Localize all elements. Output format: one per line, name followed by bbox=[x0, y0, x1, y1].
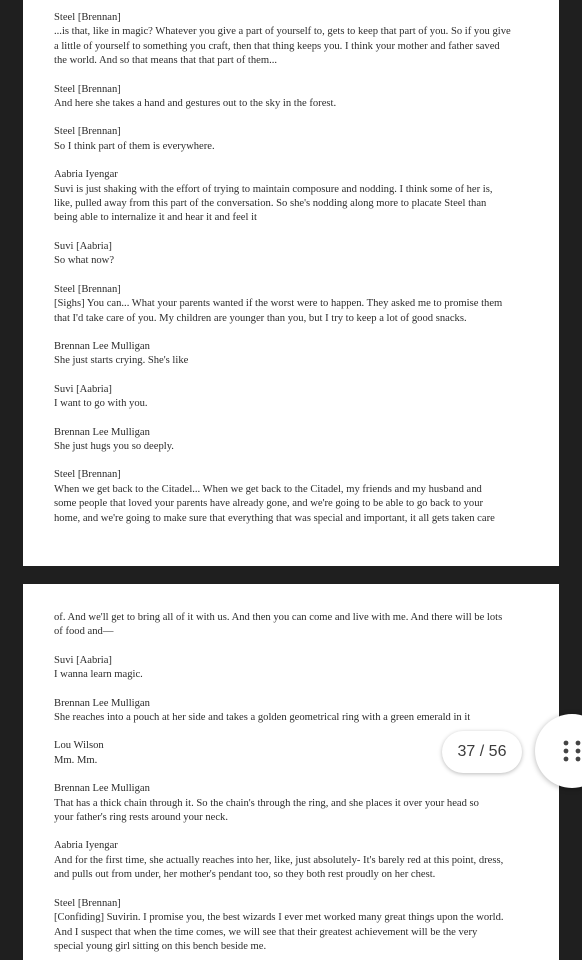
speaker-name: Brennan Lee Mulligan bbox=[54, 783, 150, 795]
transcript-entry bbox=[54, 654, 533, 683]
dialogue-line: of. And we'll get to bring all of it with us. And then you can come and live with me. And there will be lots bbox=[54, 612, 503, 623]
transcript-entry bbox=[54, 697, 533, 726]
transcript-entry bbox=[54, 426, 533, 455]
dialogue-line: So what now? bbox=[54, 255, 115, 267]
dialogue-line: She just starts crying. She's like bbox=[54, 355, 189, 367]
speaker-name: Steel [Brennan] bbox=[54, 126, 121, 138]
speaker-name: Suvi [Aabria] bbox=[54, 654, 112, 666]
dialogue-line: I wanna learn magic. bbox=[54, 669, 143, 681]
transcript-entry bbox=[54, 782, 533, 825]
speaker-name: Brennan Lee Mulligan bbox=[54, 340, 150, 352]
dialogue-line: ...is that, like in magic? Whatever you give a part of yourself to, gets to keep that part of you. So if you give bbox=[54, 26, 511, 38]
transcript-entry bbox=[54, 168, 533, 226]
transcript-entry bbox=[54, 611, 533, 640]
dialogue-line: that I'd take care of you. My children are younger than you, but I try to keep a lot of good snacks. bbox=[54, 312, 467, 324]
speaker-name: Steel [Brennan] bbox=[54, 897, 121, 909]
dialogue-line: home, and we're going to make sure that everything that was special and important, it all gets taken care bbox=[54, 512, 495, 524]
dialogue-line: Suvi is just shaking with the effort of trying to maintain composure and nodding. I think some of her is, bbox=[54, 183, 493, 195]
speaker-name: Aabria Iyengar bbox=[54, 169, 118, 181]
grid-dots-icon bbox=[563, 740, 581, 762]
dialogue-line: some people that loved your parents have already gone, and we're going to be able to go back to your bbox=[54, 498, 484, 510]
transcript-entry bbox=[54, 240, 533, 269]
dialogue-line: your father's ring rests around your neck. bbox=[54, 812, 229, 824]
transcript-entry bbox=[54, 125, 533, 154]
speaker-name: Suvi [Aabria] bbox=[54, 240, 112, 252]
speaker-name: Steel [Brennan] bbox=[54, 12, 121, 23]
dialogue-line: Mm. Mm. bbox=[54, 754, 98, 766]
transcript-entry bbox=[54, 83, 533, 112]
dialogue-line: special young girl sitting on this bench beside me. bbox=[54, 940, 267, 952]
transcript-entry bbox=[54, 11, 533, 69]
page-counter bbox=[442, 731, 522, 773]
speaker-name: Suvi [Aabria] bbox=[54, 383, 112, 395]
speaker-name: Brennan Lee Mulligan bbox=[54, 697, 150, 709]
dialogue-line: [Confiding] Suvirin. I promise you, the best wizards I ever met worked many great things upon the world. bbox=[54, 912, 504, 924]
dialogue-line: [Sighs] You can... What your parents wanted if the worst were to happen. They asked me to promise them bbox=[54, 298, 503, 310]
dialogue-line: She just hugs you so deeply. bbox=[54, 440, 174, 452]
dialogue-line: And I suspect that when the time comes, we will see that their greatest achievement will be the very bbox=[54, 926, 478, 938]
speaker-name: Lou Wilson bbox=[54, 740, 104, 752]
dialogue-line: and pulls out from under, her mother's pendant too, so they both rest proudly on her chest. bbox=[54, 869, 436, 881]
transcript-entry bbox=[54, 340, 533, 369]
transcript-entry bbox=[54, 283, 533, 326]
dialogue-line: When we get back to the Citadel... When we get back to the Citadel, my friends and my husband and bbox=[54, 483, 482, 495]
speaker-name: Brennan Lee Mulligan bbox=[54, 426, 150, 438]
dialogue-line: the world. And so that means that that part of them... bbox=[54, 55, 278, 67]
page-counter-label: 37 / 56 bbox=[457, 743, 507, 760]
transcript-entry bbox=[54, 468, 533, 526]
dialogue-line: I want to go with you. bbox=[54, 398, 148, 410]
transcript-entry bbox=[54, 897, 533, 955]
dialogue-line: And for the first time, she actually reaches into her, like, just absolutely- It's barely red at this point, dress, bbox=[54, 854, 504, 866]
dialogue-line: And here she takes a hand and gestures out to the sky in the forest. bbox=[54, 98, 337, 110]
dialogue-line: of food and— bbox=[54, 626, 114, 638]
transcript-entry bbox=[54, 839, 533, 882]
dialogue-line: That has a thick chain through it. So the chain's through the ring, and she places it over your head so bbox=[54, 797, 479, 809]
dialogue-line: like, pulled away from this part of the conversation. So she's nodding along more to placate Steel than bbox=[54, 198, 487, 210]
dialogue-line: So I think part of them is everywhere. bbox=[54, 140, 215, 152]
dialogue-line: being able to internalize it and hear it and feel it bbox=[54, 212, 257, 224]
dialogue-line: a little of yourself to something you craft, then that thing keeps you. I think your mother and father saved bbox=[54, 40, 500, 52]
speaker-name: Steel [Brennan] bbox=[54, 83, 121, 95]
transcript-entry bbox=[54, 383, 533, 412]
dialogue-line: She reaches into a pouch at her side and takes a golden geometrical ring with a green emerald in it bbox=[54, 712, 471, 724]
speaker-name: Aabria Iyengar bbox=[54, 840, 118, 852]
speaker-name: Steel [Brennan] bbox=[54, 469, 121, 481]
document-page bbox=[23, 0, 559, 566]
speaker-name: Steel [Brennan] bbox=[54, 283, 121, 295]
